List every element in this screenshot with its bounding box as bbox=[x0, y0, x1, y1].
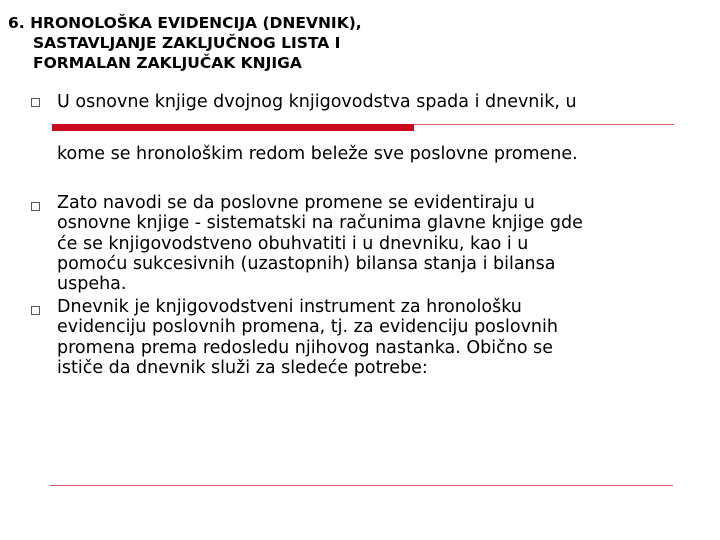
bullet-1-line: osnovne knjige - sistematski na računima glavne knjige gde bbox=[57, 213, 583, 234]
bullet-square-icon bbox=[31, 202, 40, 211]
slide-title bbox=[8, 13, 708, 73]
bullet-1-line: pomoću sukcesivnih (uzastopnih) bilansa stanja i bilansa bbox=[57, 253, 556, 274]
bullet-square-icon bbox=[31, 306, 40, 315]
accent-red-bar bbox=[52, 124, 414, 131]
bullet-1-line: će se knjigovodstveno obuhvatiti i u dnevniku, kao i u bbox=[57, 233, 529, 254]
accent-thin-line bbox=[414, 124, 674, 125]
bullet-2-line: promena prema redosledu njihovog nastanka. Obično se bbox=[57, 337, 553, 358]
bullet-2-line: Dnevnik je knjigovodstveni instrument za hronološku bbox=[57, 297, 522, 317]
bullet-2-line: evidenciju poslovnih promena, tj. za evidenciju poslovnih bbox=[57, 317, 558, 338]
bullet-square-icon bbox=[31, 98, 40, 107]
bullet-paragraph-1 bbox=[57, 193, 707, 294]
footer-thin-line bbox=[50, 485, 673, 486]
bullet-2-line: ističe da dnevnik služi za sledeće potrebe: bbox=[57, 357, 428, 378]
intro-line-2: kome se hronološkim redom beleže sve poslovne promene. bbox=[57, 144, 578, 164]
title-line-3: FORMALAN ZAKLJUČAK KNJIGA bbox=[33, 54, 302, 72]
bullet-paragraph-2 bbox=[57, 297, 707, 378]
bullet-1-line: uspeha. bbox=[57, 274, 127, 295]
bullet-1-line: Zato navodi se da poslovne promene se evidentiraju u bbox=[57, 193, 535, 213]
intro-line-1: U osnovne knjige dvojnog knjigovodstva spada i dnevnik, u bbox=[57, 92, 577, 112]
title-line-1: 6. HRONOLOŠKA EVIDENCIJA (DNEVNIK), bbox=[8, 14, 362, 32]
title-line-2: SASTAVLJANJE ZAKLJUČNOG LISTA I bbox=[33, 34, 341, 52]
